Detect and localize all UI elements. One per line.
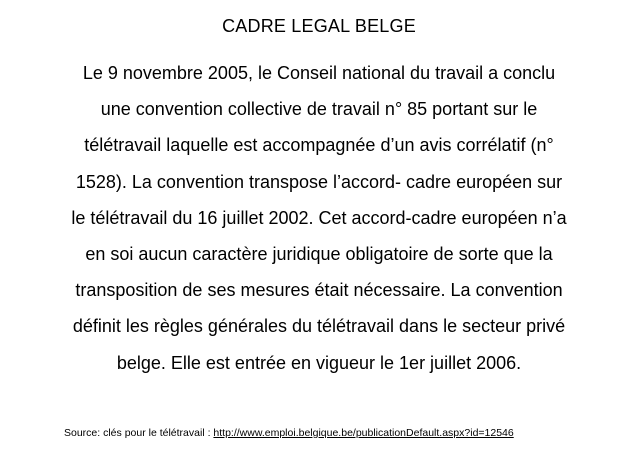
body-line: définit les règles générales du télétravail dans le secteur privé: [72, 316, 566, 337]
body-line: transposition de ses mesures était nécessaire. La convention: [75, 280, 563, 301]
body-line: 1528). La convention transpose l’accord- cadre européen sur: [75, 171, 563, 192]
source-prefix: Source: clés pour le télétravail :: [64, 427, 214, 439]
body-line: une convention collective de travail n° 85 portant sur le: [100, 99, 538, 120]
source-link[interactable]: http://www.emploi.belgique.be/publicationDefault.aspx?id=12546: [213, 427, 514, 439]
body-line: belge. Elle est entrée en vigueur le 1er juillet 2006.: [116, 352, 522, 373]
body-line: en soi aucun caractère juridique obligatoire de sorte que la: [85, 244, 553, 265]
body-line: télétravail laquelle est accompagnée d’un avis corrélatif (n°: [84, 135, 554, 156]
body-line: le télétravail du 16 juillet 2002. Cet accord-cadre européen n’a: [71, 207, 567, 228]
body-line: Le 9 novembre 2005, le Conseil national du travail a conclu: [82, 63, 556, 83]
slide-title: CADRE LEGAL BELGE: [222, 16, 416, 36]
body-paragraph: [14, 55, 624, 381]
source-note: [64, 427, 514, 440]
